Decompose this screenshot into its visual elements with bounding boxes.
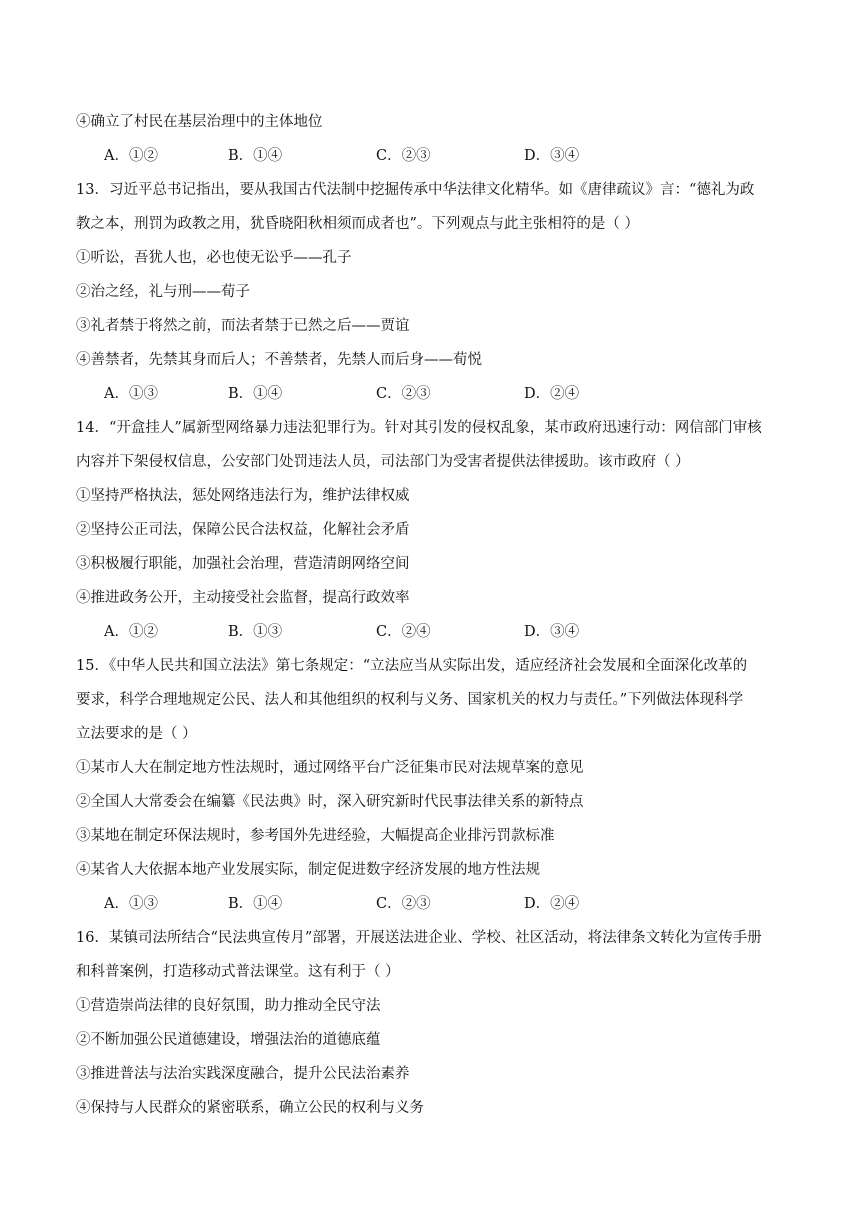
q14-options — [104, 622, 764, 642]
q15-options — [104, 894, 764, 914]
q15-stem-line-3: 立法要求的是（ ） — [76, 726, 197, 742]
q16-stem-line-2: 和科普案例，打造移动式普法课堂。这有利于（ ） — [76, 964, 400, 980]
q14-option-b: B．①③ — [228, 624, 283, 640]
q15-option-d: D．②④ — [524, 896, 580, 912]
q12-option-a: A．①② — [104, 148, 158, 164]
q14-option-c: C．②④ — [376, 624, 431, 640]
q14-statement-3: ③积极履行职能，加强社会治理，营造清朗网络空间 — [76, 556, 410, 572]
q14-option-a: A．①② — [104, 624, 158, 640]
q13-stem-line-2: 教之本，刑罚为政教之用，犹昏晓阳秋相须而成者也”。下列观点与此主张相符的是（ ） — [76, 216, 640, 232]
q12-option-d: D．③④ — [524, 148, 580, 164]
q13-option-a: A．①③ — [104, 386, 158, 402]
q16-statement-4: ④保持与人民群众的紧密联系，确立公民的权利与义务 — [76, 1100, 424, 1116]
q13-statement-3: ③礼者禁于将然之前，而法者禁于已然之后——贾谊 — [76, 318, 410, 334]
q15-stem-line-1: 15．《中华人民共和国立法法》第七条规定：“立法应当从实际出发，适应经济社会发展和全面深化改革的 — [76, 658, 748, 674]
q14-option-d: D．③④ — [524, 624, 580, 640]
q15-statement-1: ①某市人大在制定地方性法规时，通过网络平台广泛征集市民对法规草案的意见 — [76, 760, 584, 776]
q13-option-d: D．②④ — [524, 386, 580, 402]
q13-stem-line-1: 13．习近平总书记指出，要从我国古代法制中挖掘传承中华法律文化精华。如《唐律疏议》言：“德礼为政 — [76, 182, 755, 198]
q16-statement-3: ③推进普法与法治实践深度融合，提升公民法治素养 — [76, 1066, 410, 1082]
q13-statement-4: ④善禁者，先禁其身而后人；不善禁者，先禁人而后身——荀悦 — [76, 352, 482, 368]
q13-option-b: B．①④ — [228, 386, 283, 402]
q12-statement-4: ④确立了村民在基层治理中的主体地位 — [76, 114, 323, 130]
q13-options — [104, 384, 764, 404]
q13-option-c: C．②③ — [376, 386, 431, 402]
q13-statement-2: ②治之经，礼与刑——荀子 — [76, 284, 250, 300]
q14-stem-line-2: 内容并下架侵权信息，公安部门处罚违法人员，司法部门为受害者提供法律援助。该市政府（ ） — [76, 454, 690, 470]
q15-option-a: A．①③ — [104, 896, 158, 912]
q14-statement-4: ④推进政务公开，主动接受社会监督，提高行政效率 — [76, 590, 410, 606]
q15-option-b: B．①④ — [228, 896, 283, 912]
q14-statement-2: ②坚持公正司法，保障公民合法权益，化解社会矛盾 — [76, 522, 410, 538]
q15-statement-2: ②全国人大常委会在编纂《民法典》时，深入研究新时代民事法律关系的新特点 — [76, 794, 584, 810]
q16-stem-line-1: 16．某镇司法所结合“民法典宣传月”部署，开展送法进企业、学校、社区活动，将法律条文转化为宣传手册 — [76, 930, 762, 946]
q15-option-c: C．②③ — [376, 896, 431, 912]
q14-stem-line-1: 14．“开盒挂人”属新型网络暴力违法犯罪行为。针对其引发的侵权乱象，某市政府迅速行动：网信部门审核 — [76, 420, 762, 436]
q16-statement-2: ②不断加强公民道德建设，增强法治的道德底蕴 — [76, 1032, 381, 1048]
q14-statement-1: ①坚持严格执法，惩处网络违法行为，维护法律权威 — [76, 488, 410, 504]
q12-option-c: C．②③ — [376, 148, 431, 164]
q16-statement-1: ①营造崇尚法律的良好氛围，助力推动全民守法 — [76, 998, 381, 1014]
q12-options — [104, 146, 764, 166]
q12-option-b: B．①④ — [228, 148, 283, 164]
q15-stem-line-2: 要求，科学合理地规定公民、法人和其他组织的权利与义务、国家机关的权力与责任。”下列做法体现科学 — [76, 692, 744, 708]
q13-statement-1: ①听讼，吾犹人也，必也使无讼乎——孔子 — [76, 250, 352, 266]
q15-statement-3: ③某地在制定环保法规时，参考国外先进经验，大幅提高企业排污罚款标准 — [76, 828, 555, 844]
q15-statement-4: ④某省人大依据本地产业发展实际，制定促进数字经济发展的地方性法规 — [76, 862, 540, 878]
